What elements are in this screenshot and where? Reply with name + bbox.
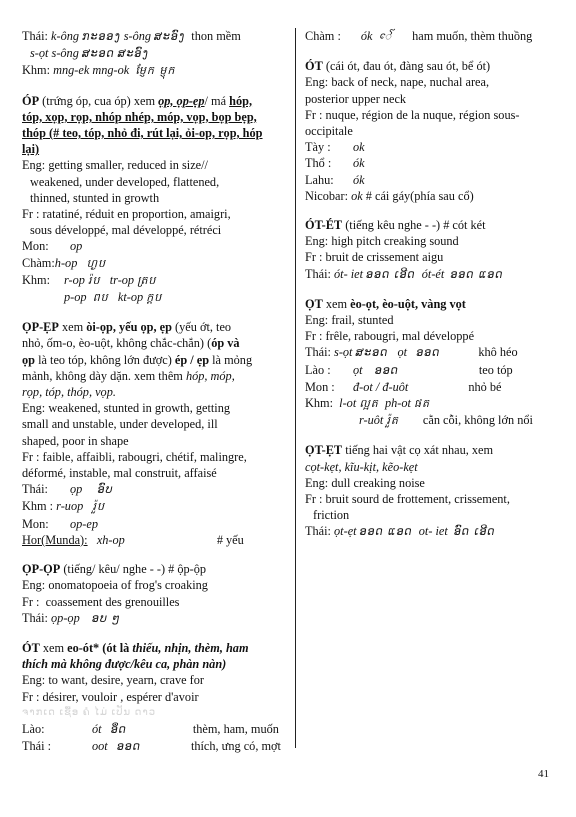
entry-ot: ÓT xem eo-ót* (ót là thiếu, nhịn, thèm, ham thích mà không được/kêu ca, phàn nàn) Eng: to want, desire, yearn, crave for Fr : désirer, vouloir , espérer d'avoir ຈາກເດ ເຊື້ອ ຄໍ ໄມ່ ເປັນ ດາວ Lào: ót ອຶດ thèm, ham, muốn Thái : oot ອອດ thích, ưng có, mợt [22, 640, 284, 755]
headword: ỌP-ẸP [22, 320, 59, 335]
headword: ÓT [305, 59, 323, 74]
entry-op-op: ỌP-ỌP (tiếng/ kêu/ nghe - -) # ộp-ộp Eng: onomatopoeia of frog's croaking Fr : coassement des grenouilles Thái: ọp-ọp ອບ ໆ [22, 562, 208, 625]
headword: ÓT-ÉT [305, 218, 343, 233]
headword: ỌT-ẸT [305, 443, 343, 458]
entry-op-ep: ỌP-ẸP xem òi-ọp, yếu ọp, ẹp (yếu ớt, teo nhỏ, ốm-o, èo-uột, không chắc-chắn) (óp và ọp là teo tóp, không lớn được) ép / ẹp là mỏng mảnh, không dày dặn. xem thêm hóp, móp, rọp, tóp, thóp, vọp. Eng: weakened, stunted in growth, getting small and unstable, under developed, ill shaped, poor in shape Fr : faible, affaibli, rabougri, chétif, malingre, déformé, instable, mal construit, affaisé Thái: ọp ອົບ Khm : r-uop រ៉ួប Mon: op-ep Hor(Munda): xh-op # yếu [22, 320, 253, 547]
bleed-through-text: ຈາກເດ ເຊື້ອ ຄໍ ໄມ່ ເປັນ ດາວ [22, 706, 157, 718]
entry-ot-nape: ÓT (cái ót, đau ót, đàng sau ót, bể ót) Eng: back of neck, nape, nuchal area, posterior upper neck Fr : nuque, région de la nuque, région sous- occipitale Tày : ok Thổ : ók Lahu: ók Nicobar: ok # cái gáy(phía sau cổ) [305, 59, 520, 203]
lang-label: Thái: [22, 29, 48, 43]
entry-ot-frail: ỌT xem èo-ọt, èo-uột, vàng vọt Eng: frail, stunted Fr : frêle, rabougri, mal développé Thái: s-ọt ສະອດ ọt ອອດ khô héo Lào : ọt ອອດ teo tóp Mon : đ-ot / đ-uôt nhỏ bé Khm: l-ot ល្អត ph-ot ផត r-uôt រ៉ួត cằn cỗi, không lớn nổi [305, 296, 533, 428]
headword: ÓP [22, 93, 40, 108]
entry-continuation: Chàm : ók ꨯꨱ ham muốn, thèm thuồng [305, 29, 533, 43]
page-number: 41 [538, 768, 549, 780]
headword: ỌT [305, 296, 323, 311]
entry-ot-et: ÓT-ÉT (tiếng kêu nghe - -) # cót két Eng: high pitch creaking sound Fr : bruit de crissement aigu Thái: ót- iet ອອດ ເອີດ ót-ét ອອດ ແອດ [305, 218, 504, 281]
cross-reference: ọp, ọp-ẹp [158, 93, 205, 108]
entry-op: ÓP (trứng óp, cua óp) xem ọp, ọp-ẹp/ má hóp, tóp, xọp, rọp, nhóp nhép, móp, vọp, bọp bẹp, thóp (# teo, tóp, nhỏ đi, rút lại, ỏi-op, rọp, hóp lại) Eng: getting smaller, reduced in size// weakened, under developed, flattened, thinned, stunted in growth Fr : ratatiné, réduit en proportion, amaigri, sous développé, mal développé, rétréci Mon: op Chàm:h-op ហ្ងប Khm: r-op រ៉ប tr-op ត្រប p-op ពប kt-op ក្ដប [22, 93, 263, 305]
right-column [305, 28, 563, 541]
entry-continuation: Thái: k-ông ກະອອງ s-ông ສະອົງ thon mềm s-ọt s-ông ສະອດ ສະອົງ Khm: mng-ek mng-ok ម្ញែក ម្ញុក [22, 29, 241, 78]
headword: ÓT [22, 640, 40, 655]
lang-label: Khm: [22, 63, 51, 78]
column-divider [295, 28, 296, 748]
headword: ỌP-ỌP [22, 562, 61, 577]
left-column [22, 28, 284, 755]
entry-ot-et-creak: ỌT-ẸT tiếng hai vật cọ xát nhau, xem cọt-kẹt, kĩu-kịt, kẽo-kẹt Eng: dull creaking noise Fr : bruit sourd de frottement, crissement, friction Thái: ọt-ẹt ອອດ ແອດ ot- iet ອົດ ເອີດ [305, 443, 510, 539]
